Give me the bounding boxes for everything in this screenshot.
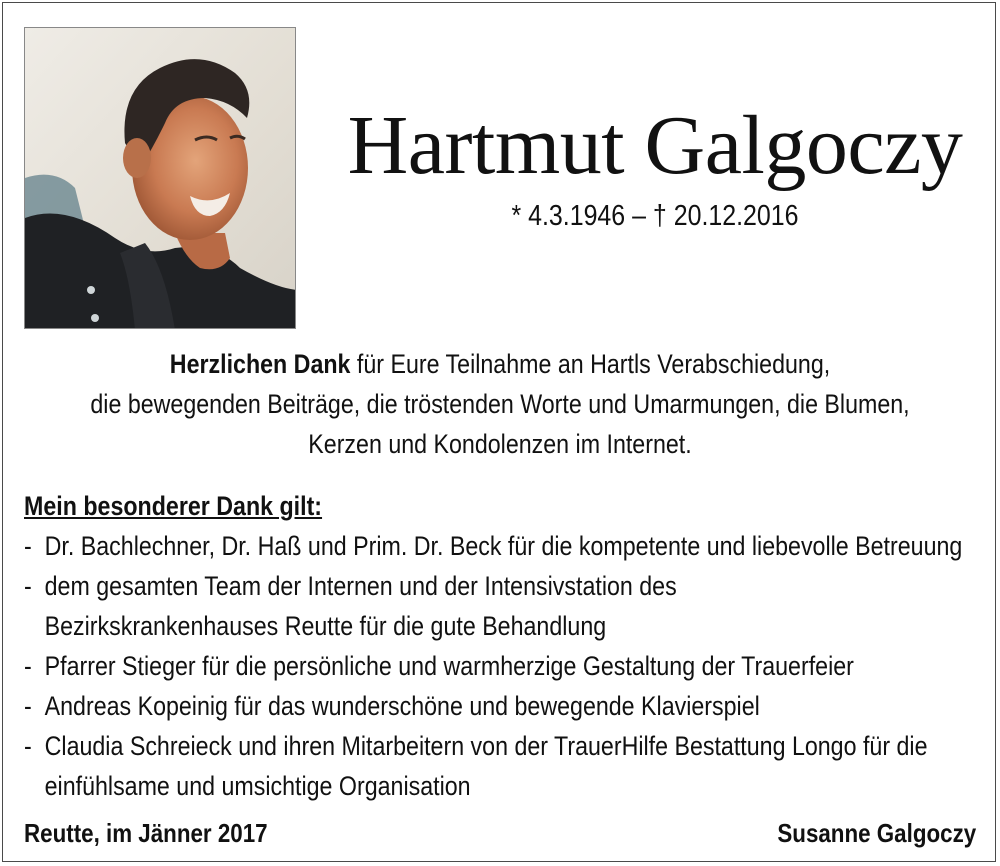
list-item-text: Dr. Bachlechner, Dr. Haß und Prim. Dr. Beck für die kompetente und liebevolle Betreuung — [44, 531, 963, 561]
list-item-text: Bezirkskrankenhauses Reutte für die gute Behandlung — [44, 611, 607, 641]
list-item — [24, 686, 987, 726]
thanks-line-3: Kerzen und Kondolenzen im Internet. — [308, 429, 692, 459]
deceased-name: Hartmut Galgoczy — [347, 99, 963, 192]
special-thanks-section — [24, 486, 987, 806]
portrait-illustration — [25, 28, 296, 329]
list-item — [24, 526, 987, 566]
list-dash: - — [24, 571, 32, 601]
list-dash: - — [24, 531, 32, 561]
portrait-photo — [24, 27, 296, 329]
list-dash: - — [24, 651, 32, 681]
thanks-line-2: die bewegenden Beiträge, die tröstenden Worte und Umarmungen, die Blumen, — [90, 389, 910, 419]
thanks-lead-bold: Herzlichen Dank — [169, 349, 351, 379]
list-item — [24, 566, 987, 646]
life-dates: * 4.3.1946 – † 20.12.2016 — [511, 200, 799, 232]
thanks-line-1-text: für Eure Teilnahme an Hartls Verabschiedung, — [350, 349, 831, 379]
place-and-date: Reutte, im Jänner 2017 — [24, 818, 268, 848]
list-item-text: Pfarrer Stieger für die persönliche und warmherzige Gestaltung der Trauerfeier — [44, 651, 854, 681]
thanks-paragraph — [70, 344, 930, 464]
list-item — [24, 726, 987, 806]
thanks-line-1 — [70, 344, 930, 384]
list-dash: - — [24, 731, 32, 761]
list-dash: - — [24, 691, 32, 721]
special-thanks-heading: Mein besonderer Dank gilt: — [24, 491, 323, 521]
list-item-text: dem gesamten Team der Internen und der Intensivstation des — [44, 571, 677, 601]
list-item-text: Claudia Schreieck und ihren Mitarbeitern von der TrauerHilfe Bestattung Longo für die — [44, 731, 928, 761]
list-item-text: einfühlsame und umsichtige Organisation — [44, 771, 471, 801]
list-item — [24, 646, 987, 686]
list-item-text: Andreas Kopeinig für das wunderschöne und bewegende Klavierspiel — [44, 691, 760, 721]
signature: Susanne Galgoczy — [777, 818, 976, 848]
